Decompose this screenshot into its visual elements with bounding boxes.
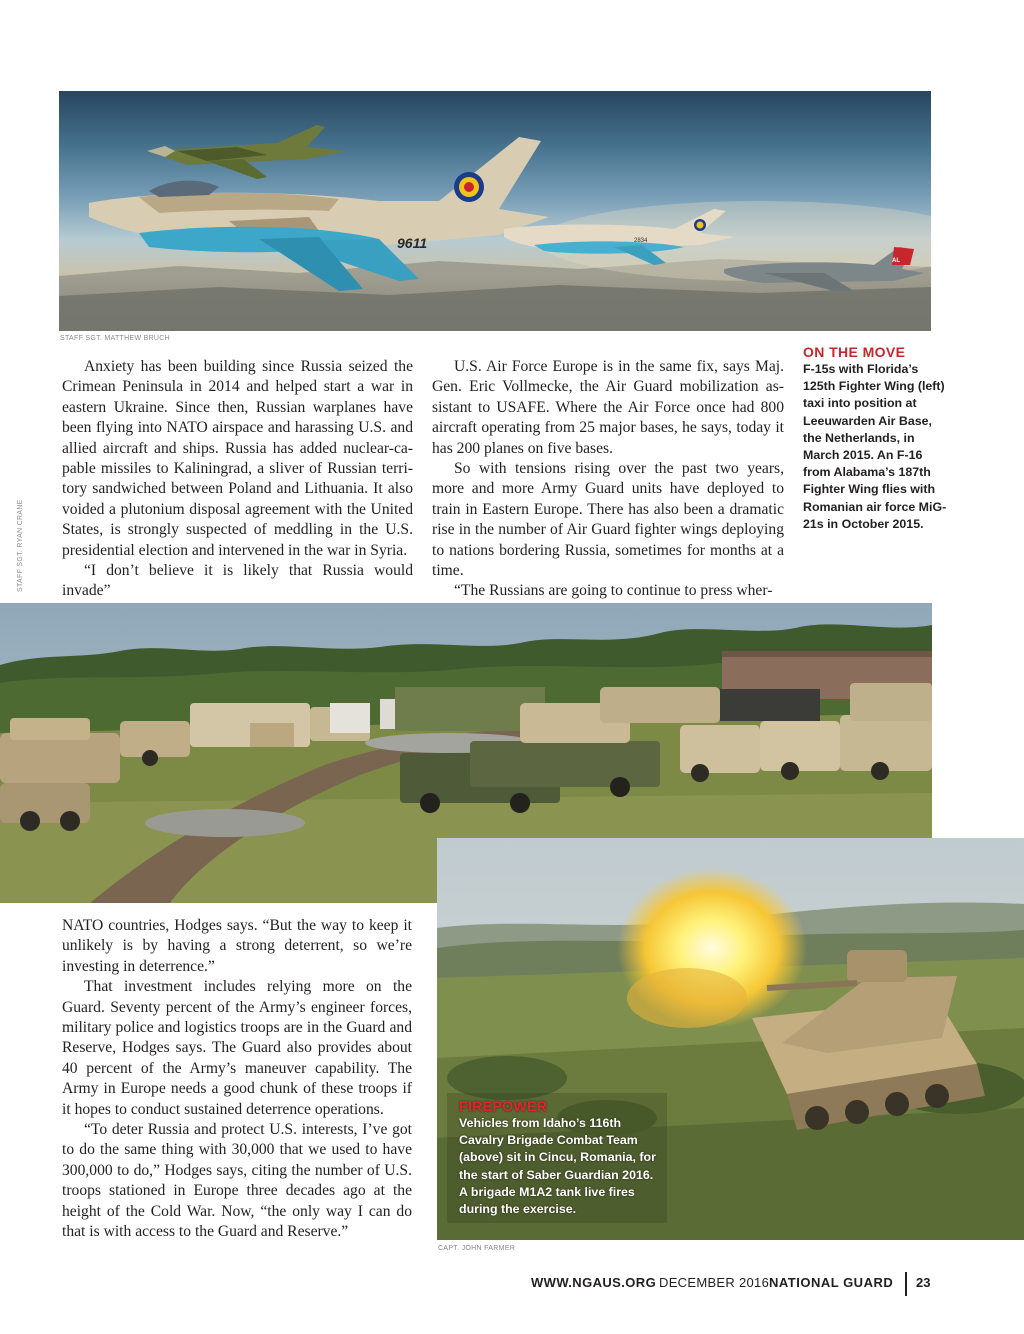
paragraph: “The Russians are going to continue to press wher- xyxy=(454,582,773,600)
footer-divider xyxy=(905,1272,907,1296)
mig21-camo-jet xyxy=(147,125,347,179)
footer-date: DECEMBER 2016 xyxy=(659,1275,770,1290)
photo-credit-tank: CAPT. JOHN FARMER xyxy=(438,1245,516,1252)
caption-on-the-move xyxy=(803,343,953,533)
f16-tail-code: AL xyxy=(892,258,900,264)
caption-text: F-15s with Florida’s 125th Fighter Wing (left) taxi into position at Leeuwarden Air Base, the Netherlands, in March 2015. An F-16 from Alabama’s 187th Fighter Wing flies with Romanian air force MiG-21s in October 2015. xyxy=(803,362,947,531)
paragraph: That investment includes relying more on the Guard. Seventy percent of the Army’s engineer forces, military police and logistics troops are in the Guard and Reserve, Hodges says. The Guard also provides about 40 percent of the Army’s maneuver capability. The Army in Europe needs a good chunk of these troops if it hopes to conduct sustained deterrence operations. xyxy=(62,978,412,1118)
photo-credit-vehicles: STAFF SGT. RYAN CRANE xyxy=(17,499,24,592)
article-column-middle-top xyxy=(432,357,784,602)
caption-title: FIREPOWER xyxy=(459,1098,548,1114)
caption-title: ON THE MOVE xyxy=(803,344,906,360)
page-footer xyxy=(520,1272,940,1296)
paragraph: Anxiety has been building since Russia seized the Crimean Peninsula in 2014 and helped start a war in eastern Ukraine. Since then, Russian warplanes have been flying into NATO airspace and harassing U.S. and allied aircraft and ships. Russia has added nuclear-capable missiles to Kaliningrad, a sliver of Russian territory sandwiched between Poland and Lithuania. It also voided a plutonium disposal agreement with the United States, is strongly suspected of meddling in the U.S. presidential election and intervened in the war in Syria. xyxy=(62,358,413,559)
paragraph: So with tensions rising over the past two years, more and more Army Guard units have deployed to train in Eastern Europe. There has also been a dramatic rise in the number of Air Guard fighter wings deploying to nations bordering Russia, sometimes for months at a time. xyxy=(432,460,784,580)
page-number: 23 xyxy=(916,1275,931,1290)
footer-url: WWW.NGAUS.ORG xyxy=(531,1275,657,1290)
caption-text: Vehicles from Idaho’s 116th Cavalry Brigade Combat Team (above) sit in Cincu, Romania, for the start of Saber Guardian 2016. A brigade M1A2 tank live fires during the exercise. xyxy=(459,1116,656,1217)
paragraph: NATO countries, Hodges says. “But the way to keep it unlikely is by having a strong deterrent, so we’re investing in deterrence.” xyxy=(62,917,412,975)
photo-credit-aircraft: STAFF SGT. MATTHEW BRUCH xyxy=(60,335,170,342)
paragraph: “To deter Russia and protect U.S. interests, I’ve got to do the same thing with 30,000 that we used to have 300,000 to do,” Hodges says, citing the number of U.S. troops stationed in Europe three decades ago at the height of the Cold War. Now, “the only way I can do that is with access to the Guard and Reserve.” xyxy=(62,1121,412,1241)
caption-firepower xyxy=(459,1097,659,1218)
photo-aircraft-formation xyxy=(59,91,931,331)
aircraft-illustration xyxy=(59,91,931,331)
small-tail-number: 2834 xyxy=(634,238,648,244)
tail-number: 9611 xyxy=(397,235,428,251)
paragraph: U.S. Air Force Europe is in the same fix, says Maj. Gen. Eric Vollmecke, the Air Guard mobilization assistant to USAFE. Where the Air Force once had 800 aircraft operating from 25 major bases, he says, today it has 200 planes on five bases. xyxy=(432,358,784,457)
article-column-left-top xyxy=(62,357,413,602)
footer-magazine-name: NATIONAL GUARD xyxy=(769,1275,894,1290)
article-column-left-bottom xyxy=(62,916,412,1243)
paragraph: “I don’t believe it is likely that Russia would invade” xyxy=(62,562,413,600)
